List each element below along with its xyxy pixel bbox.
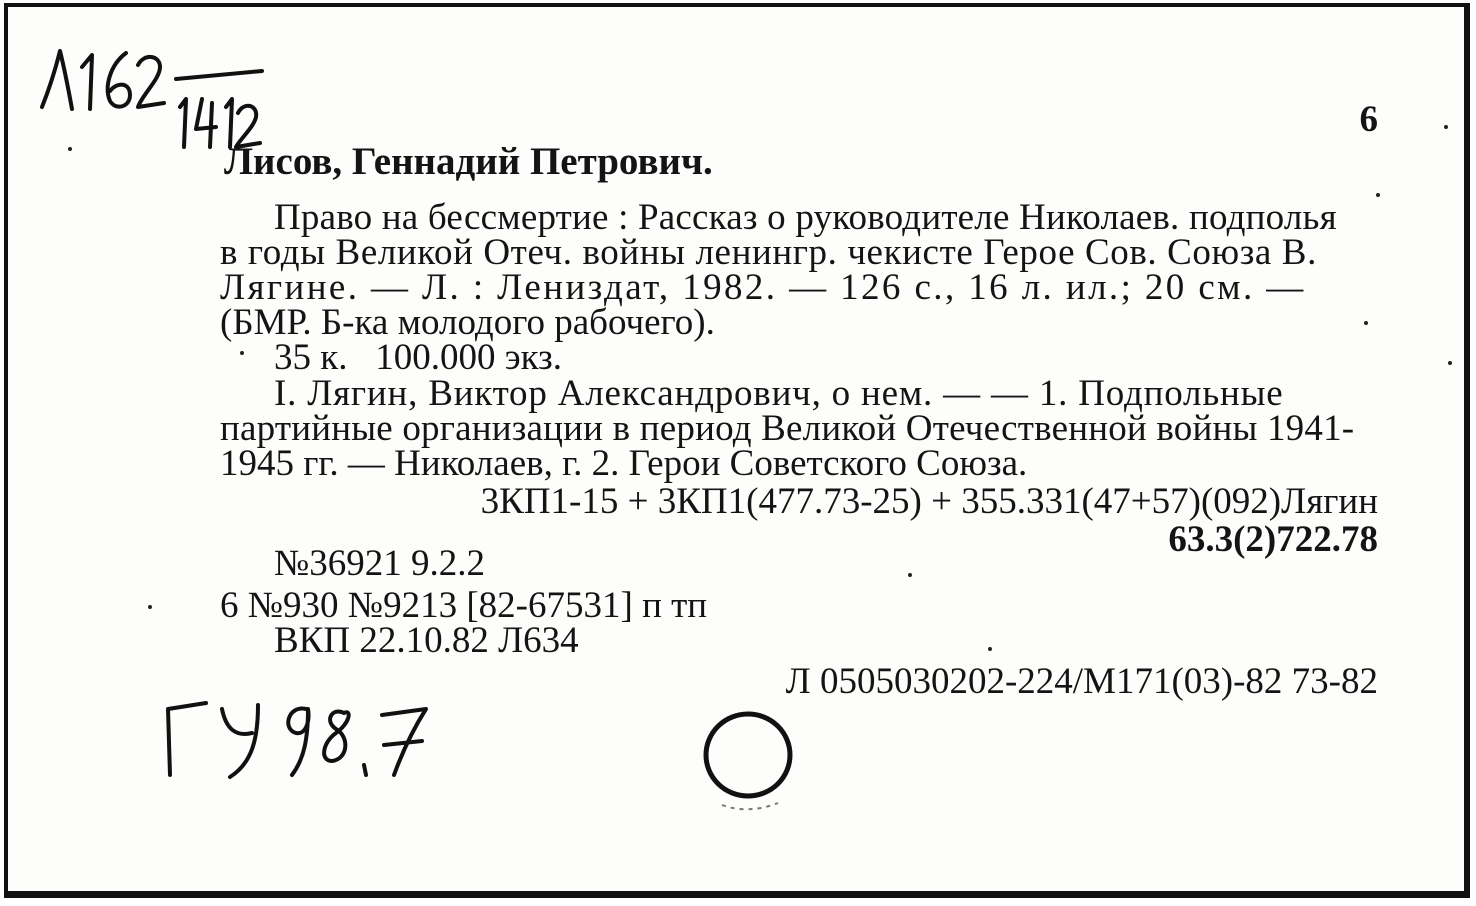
order-number: №36921 9.2.2 bbox=[274, 543, 486, 584]
scan-speck bbox=[908, 573, 912, 577]
price-line: 35 к. 100.000 экз. bbox=[274, 337, 562, 378]
scan-speck bbox=[1448, 361, 1452, 365]
subject-line-2: партийные организации в период Великой Отечественной войны 1941- bbox=[220, 408, 1355, 449]
scan-speck bbox=[68, 147, 72, 151]
scan-speck bbox=[1444, 125, 1448, 129]
order-line: 6 №930 №9213 [82-67531] п тп bbox=[220, 585, 708, 626]
subject-line-1: I. Лягин, Виктор Александрович, о нем. — — 1. Подпольные bbox=[274, 373, 1284, 414]
card-hole bbox=[698, 707, 808, 817]
description-line-1: Право на бессмертие : Рассказ о руководителе Николаев. подполья bbox=[274, 197, 1337, 238]
subject-line-3: 1945 гг. — Николаев, г. 2. Герои Советского Союза. bbox=[220, 443, 1028, 484]
page-number: 6 bbox=[1359, 99, 1378, 140]
publisher-code: Л 0505030202-224/М171(03)-82 73-82 bbox=[785, 661, 1378, 702]
handwritten-call-number bbox=[156, 679, 456, 799]
classification-index: 3КП1-15 + 3КП1(477.73-25) + 355.331(47+57)(092)Лягин bbox=[480, 481, 1378, 522]
bbk-index: 63.3(2)722.78 bbox=[1168, 519, 1378, 560]
scan-speck bbox=[240, 351, 244, 355]
vkp-line: ВКП 22.10.82 Л634 bbox=[274, 620, 579, 661]
description-line-4: (БМР. Б-ка молодого рабочего). bbox=[220, 302, 715, 343]
scan-speck bbox=[1376, 193, 1380, 197]
description-line-3: Лягине. — Л. : Лениздат, 1982. — 126 с., 16 л. ил.; 20 см. — bbox=[220, 267, 1306, 308]
scan-speck bbox=[148, 605, 152, 609]
catalog-card bbox=[4, 3, 1470, 898]
description-line-2: в годы Великой Отеч. войны ленингр. чекисте Герое Сов. Союза В. bbox=[220, 232, 1317, 273]
author-heading: Лисов, Геннадий Петрович. bbox=[224, 140, 713, 183]
scan-speck bbox=[988, 647, 992, 651]
scan-speck bbox=[1364, 321, 1368, 325]
